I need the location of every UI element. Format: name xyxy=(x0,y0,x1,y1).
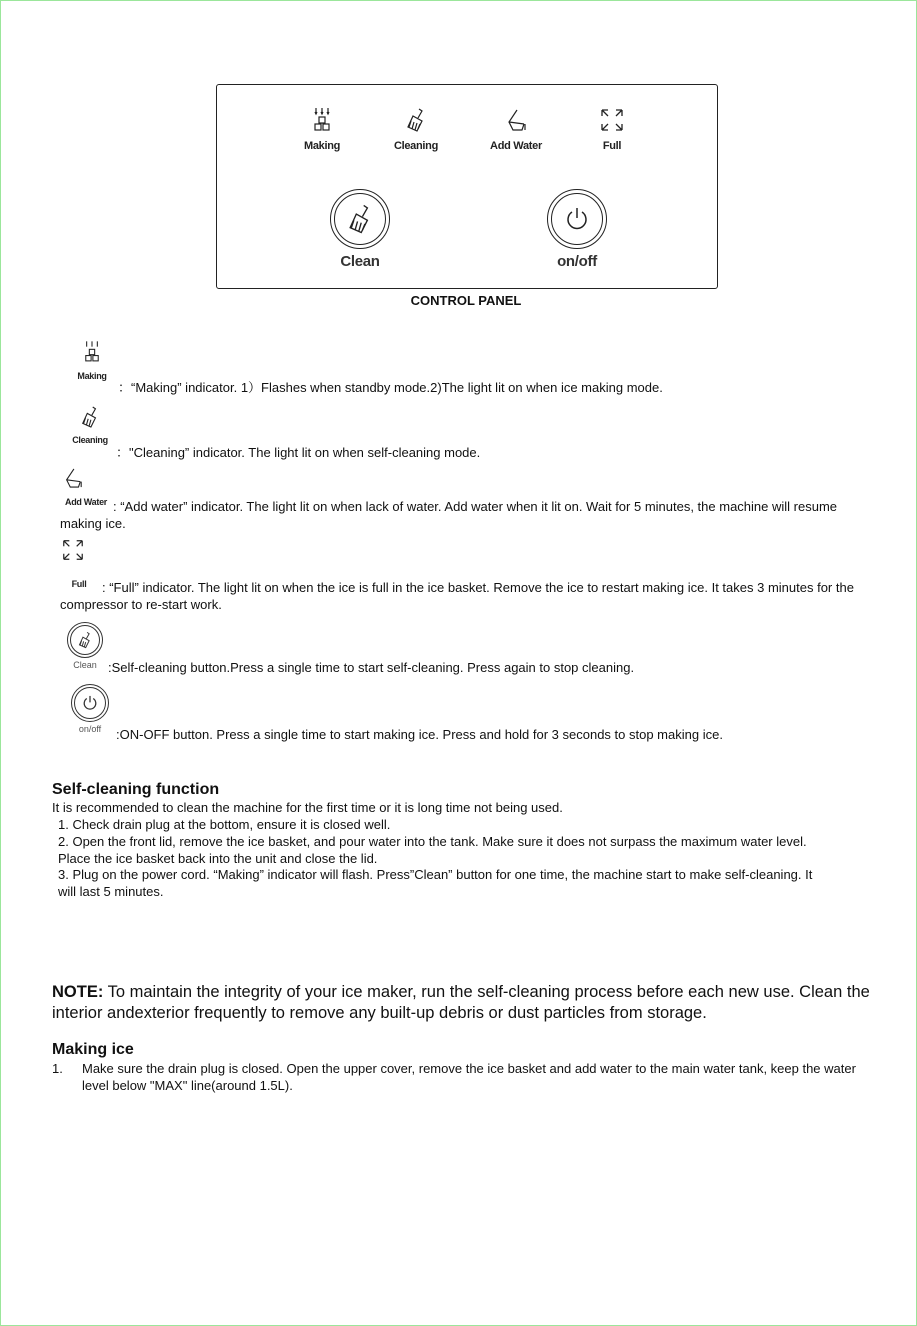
clean-button xyxy=(305,189,415,270)
legend-cleaning-icon-box xyxy=(66,404,114,445)
legend-on-off-text: :ON-OFF button. Press a single time to start making ice. Press and hold for 3 seconds to stop making ice. xyxy=(116,727,723,742)
legend-full-text: : “Full” indicator. The light lit on when the ice is full in the ice basket. Remove the ice to restart making ice. It takes 3 minutes for the compressor to re-start work. xyxy=(60,580,854,612)
add-water-indicator xyxy=(471,107,561,152)
making-indicator xyxy=(277,107,367,152)
brush-icon xyxy=(80,404,100,430)
legend-add-water-text: : “Add water” indicator. The light lit on when lack of water. Add water when it lit on. Wait for 5 minutes, the machine will resume making ice. xyxy=(60,499,838,531)
power-icon xyxy=(563,205,591,233)
legend-making-icon-box xyxy=(70,338,114,381)
self-cleaning-title: Self-cleaning function xyxy=(52,781,220,798)
clean-button-label: Clean xyxy=(340,253,380,270)
self-cleaning-step: 3. Plug on the power cord. “Making” indicator will flash. Press”Clean” button for one time, the machine start to make self-cleaning. It will last 5 minutes. xyxy=(58,867,813,899)
brush-icon xyxy=(405,107,427,133)
legend-clean-text: :Self-cleaning button.Press a single time to start self-cleaning. Press again to stop cleaning. xyxy=(108,660,635,675)
water-cup-icon xyxy=(63,466,83,490)
legend-clean-label: Clean xyxy=(73,660,97,670)
full-indicator xyxy=(567,107,657,152)
cleaning-indicator xyxy=(371,107,461,152)
on-off-button-label: on/off xyxy=(557,253,597,270)
brush-icon xyxy=(77,631,93,649)
water-cup-icon xyxy=(505,107,527,133)
ice-making-icon xyxy=(313,107,331,133)
cleaning-indicator-label: Cleaning xyxy=(393,140,439,152)
ice-making-icon xyxy=(84,338,100,366)
full-indicator-label: Full xyxy=(602,140,622,152)
legend-full-label: Full xyxy=(71,579,87,589)
self-cleaning-intro: It is recommended to clean the machine for the first time or it is long time not being used. xyxy=(52,800,563,815)
brush-icon xyxy=(346,203,374,235)
making-ice-title: Making ice xyxy=(52,1041,134,1058)
on-off-button xyxy=(522,189,632,270)
expand-arrows-icon xyxy=(61,538,85,562)
step-number: 1. xyxy=(52,1061,63,1076)
making-indicator-label: Making xyxy=(303,140,341,152)
legend-cleaning-label: Cleaning xyxy=(72,435,108,445)
legend-on-off-icon-box xyxy=(70,684,110,734)
power-icon xyxy=(81,694,99,712)
control-panel-diagram xyxy=(216,84,718,289)
note-text: To maintain the integrity of your ice maker, run the self-cleaning process before each new use. Clean the interior andexterior frequently to remove any built-up debris or dust particles from storage. xyxy=(52,983,870,1022)
legend-clean-icon-box xyxy=(64,622,106,670)
note-paragraph xyxy=(52,982,872,1024)
self-cleaning-step: 1. Check drain plug at the bottom, ensure it is closed well. xyxy=(58,817,391,832)
add-water-indicator-label: Add Water xyxy=(490,140,542,152)
expand-arrows-icon xyxy=(600,107,624,133)
legend-add-water-label: Add Water xyxy=(65,497,107,507)
legend-cleaning-text: ："Cleaning” indicator. The light lit on when self-cleaning mode. xyxy=(116,445,481,460)
panel-caption: CONTROL PANEL xyxy=(410,293,522,308)
making-ice-step xyxy=(52,1060,872,1094)
step-text: Make sure the drain plug is closed. Open the upper cover, remove the ice basket and add water to the main water tank, keep the water level below "MAX" line(around 1.5L). xyxy=(82,1061,856,1093)
self-cleaning-step: 2. Open the front lid, remove the ice basket, and pour water into the tank. Make sure it does not surpass the maximum water level. Place the ice basket back into the unit and close the lid. xyxy=(58,834,807,866)
legend-making-text: ：“Making” indicator. 1）Flashes when standby mode.2)The light lit on when ice making mode. xyxy=(118,380,663,395)
legend-on-off-label: on/off xyxy=(78,724,102,734)
legend-making-label: Making xyxy=(77,371,107,381)
note-label: NOTE: xyxy=(52,983,104,1001)
